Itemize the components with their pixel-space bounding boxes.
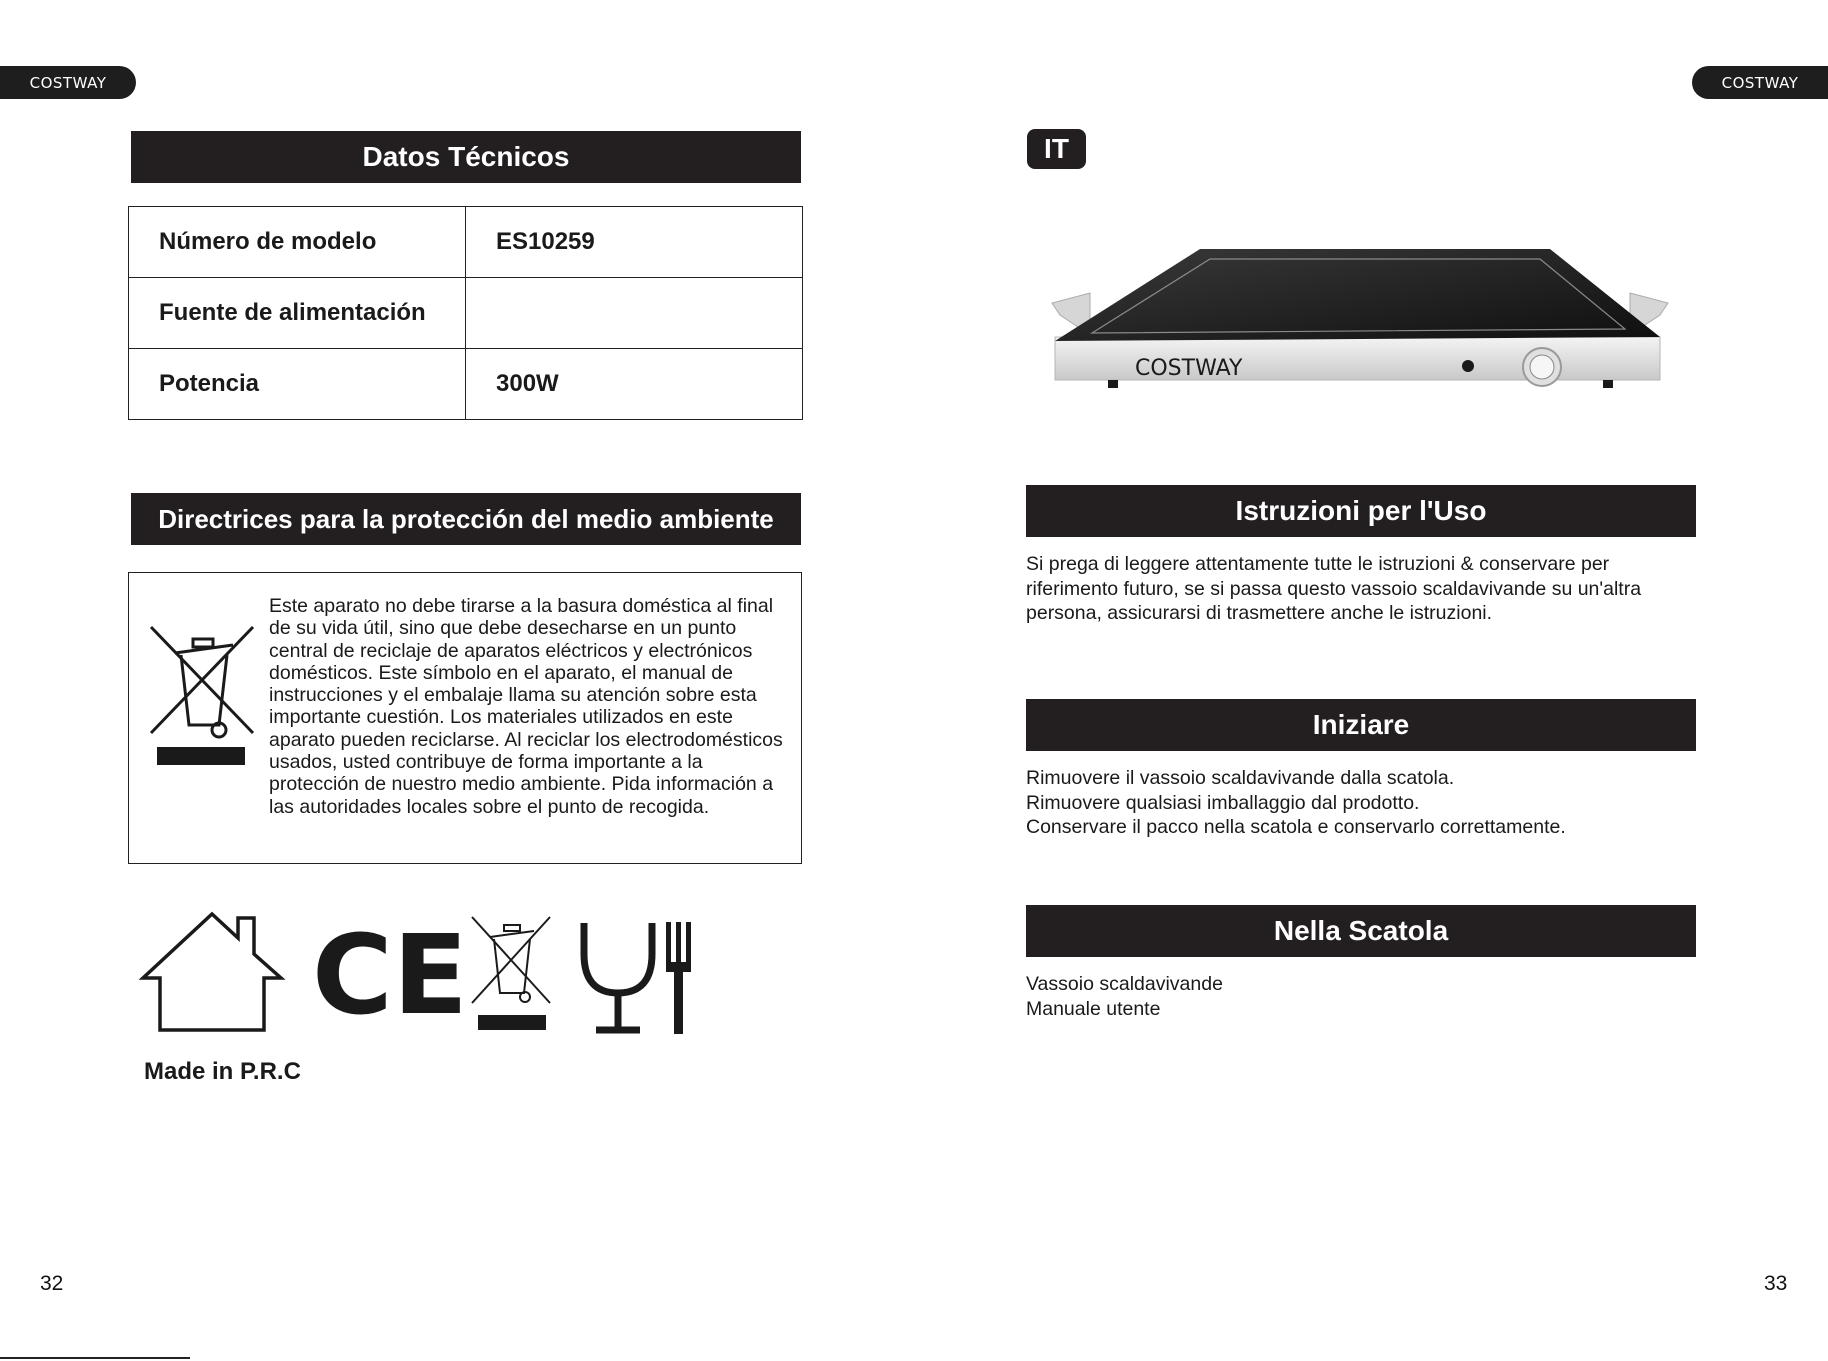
environment-box	[128, 572, 802, 864]
table-row	[129, 349, 803, 420]
food-safe-icon	[578, 918, 703, 1036]
spec-label: Fuente de alimentación	[129, 278, 466, 349]
section-text-istruzioni	[1026, 552, 1716, 626]
section-title-iniziare: Iniziare	[1026, 699, 1696, 751]
text-line: Rimuovere il vassoio scaldavivande dalla scatola.	[1026, 767, 1455, 789]
spec-table	[128, 206, 803, 420]
food-warmer-product-image	[1050, 245, 1670, 400]
ce-mark-icon	[312, 911, 468, 1039]
text-line: Conservare il pacco nella scatola e conservarlo correttamente.	[1026, 816, 1566, 838]
text-line: Rimuovere qualsiasi imballaggio dal prodotto.	[1026, 791, 1420, 814]
spec-value: 300W	[466, 349, 803, 420]
environment-title: Directrices para la protección del medio ambiente	[131, 493, 801, 545]
brand-tab-right: COSTWAY	[1692, 66, 1828, 99]
table-row	[129, 278, 803, 349]
spec-value: ES10259	[466, 207, 803, 278]
house-icon	[140, 910, 285, 1035]
section-text-iniziare	[1026, 766, 1716, 840]
section-text-nella-scatola	[1026, 972, 1716, 1021]
text-line: riferimento futuro, se si passa questo vassoio scaldavivande su un'altra	[1026, 577, 1642, 600]
text-line: Vassoio scaldavivande	[1026, 973, 1223, 995]
text-line: Manuale utente	[1026, 997, 1161, 1020]
svg-text:COSTWAY: COSTWAY	[1135, 356, 1243, 381]
spec-value	[466, 278, 803, 349]
svg-text:CE: CE	[312, 911, 468, 1039]
made-in-label: Made in P.R.C	[144, 1058, 301, 1085]
language-badge: IT	[1027, 129, 1086, 169]
divider	[0, 1357, 190, 1359]
page-number-right: 33	[1764, 1272, 1788, 1295]
text-line: Si prega di leggere attentamente tutte le istruzioni & conservare per	[1026, 553, 1610, 575]
table-row	[129, 207, 803, 278]
spec-label: Número de modelo	[129, 207, 466, 278]
environment-text: Este aparato no debe tirarse a la basura doméstica al final de su vida útil, sino que debe desecharse en un punto central de reciclaje de aparatos eléctricos y electrónicos domésticos. Este símbolo en el aparato, el manual de instrucciones y el embalaje llama su atención sobre esta importante cuestión. Los materiales utilizados en este aparato pueden reciclarse. Al reciclar los electrodomésticos usados, usted contribuye de forma importante a la protección de nuestro medio ambiente. Pida información a las autoridades locales sobre el punto de recogida.	[269, 595, 783, 818]
text-line: persona, assicurarsi di trasmettere anche le istruzioni.	[1026, 602, 1493, 624]
crossed-bin-small-icon	[470, 915, 555, 1035]
brand-tab-left: COSTWAY	[0, 66, 136, 99]
tech-data-title: Datos Técnicos	[131, 131, 801, 183]
section-title-nella-scatola: Nella Scatola	[1026, 905, 1696, 957]
page-number-left: 32	[40, 1272, 64, 1295]
section-title-istruzioni: Istruzioni per l'Uso	[1026, 485, 1696, 537]
spec-label: Potencia	[129, 349, 466, 420]
crossed-bin-icon	[149, 625, 259, 770]
